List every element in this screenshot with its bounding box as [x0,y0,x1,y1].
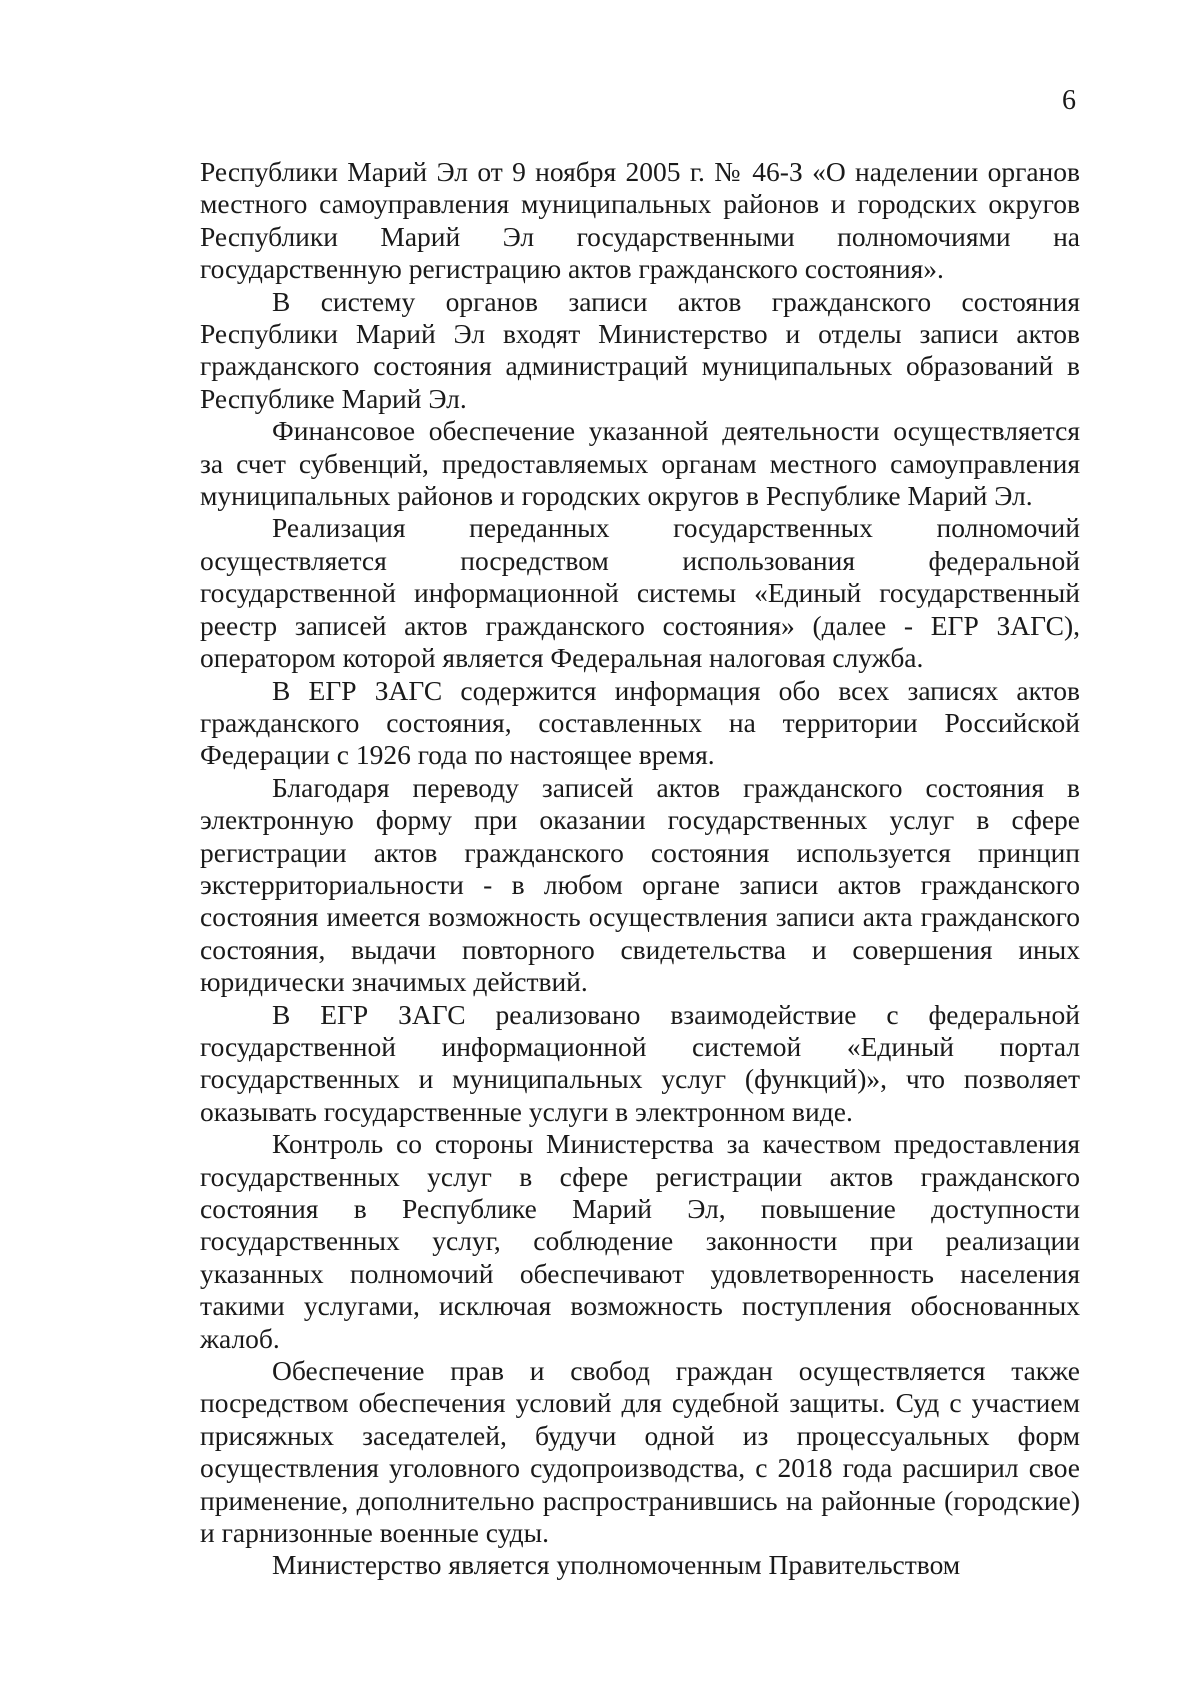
paragraph-8: Контроль со стороны Министерства за качеством предоставления государственных услуг в сфере регистрации актов гражданского состояния в Республике Марий Эл, повышение доступности государственных услуг, соблюдение законности при реализации указанных полномочий обеспечивают удовлетворенность населения такими услугами, исключая возможность поступления обоснованных жалоб. [200,1128,1080,1354]
paragraph-1: Республики Марий Эл от 9 ноября 2005 г. № 46-З «О наделении органов местного самоуправления муниципальных районов и городских округов Республики Марий Эл государственными полномочиями на государственную регистрацию актов гражданского состояния». [200,156,1080,285]
paragraph-4: Реализация переданных государственных полномочий осуществляется посредством использования федеральной государственной информационной системы «Единый государственный реестр записей актов гражданского состояния» (далее - ЕГР ЗАГС), оператором которой является Федеральная налоговая служба. [200,512,1080,674]
paragraph-5: В ЕГР ЗАГС содержится информация обо всех записях актов гражданского состояния, составленных на территории Российской Федерации с 1926 года по настоящее время. [200,674,1080,771]
paragraph-6: Благодаря переводу записей актов гражданского состояния в электронную форму при оказании государственных услуг в сфере регистрации актов гражданского состояния используется принцип экстерриториальности - в любом органе записи актов гражданского состояния имеется возможность осуществления записи акта гражданского состояния, выдачи повторного свидетельства и совершения иных юридически значимых действий. [200,771,1080,998]
paragraph-9: Обеспечение прав и свобод граждан осуществляется также посредством обеспечения условий для судебной защиты. Суд с участием присяжных заседателей, будучи одной из процессуальных форм осуществления уголовного судопроизводства, с 2018 года расширил свое применение, дополнительно распространившись на районные (городские) и гарнизонные военные суды. [200,1355,1080,1549]
paragraph-2: В систему органов записи актов гражданского состояния Республики Марий Эл входят Министерство и отделы записи актов гражданского состояния администраций муниципальных образований в Республике Марий Эл. [200,285,1080,414]
paragraph-7: В ЕГР ЗАГС реализовано взаимодействие с федеральной государственной информационной системой «Единый портал государственных и муниципальных услуг (функций)», что позволяет оказывать государственные услуги в электронном виде. [200,998,1080,1127]
paragraph-10: Министерство является уполномоченным Правительством [272,1549,961,1581]
paragraph-3: Финансовое обеспечение указанной деятельности осуществляется за счет субвенций, предоставляемых органам местного самоуправления муниципальных районов и городских округов в Республике Марий Эл. [200,415,1080,512]
document-body [200,156,1080,1582]
page-number: 6 [1062,85,1076,116]
